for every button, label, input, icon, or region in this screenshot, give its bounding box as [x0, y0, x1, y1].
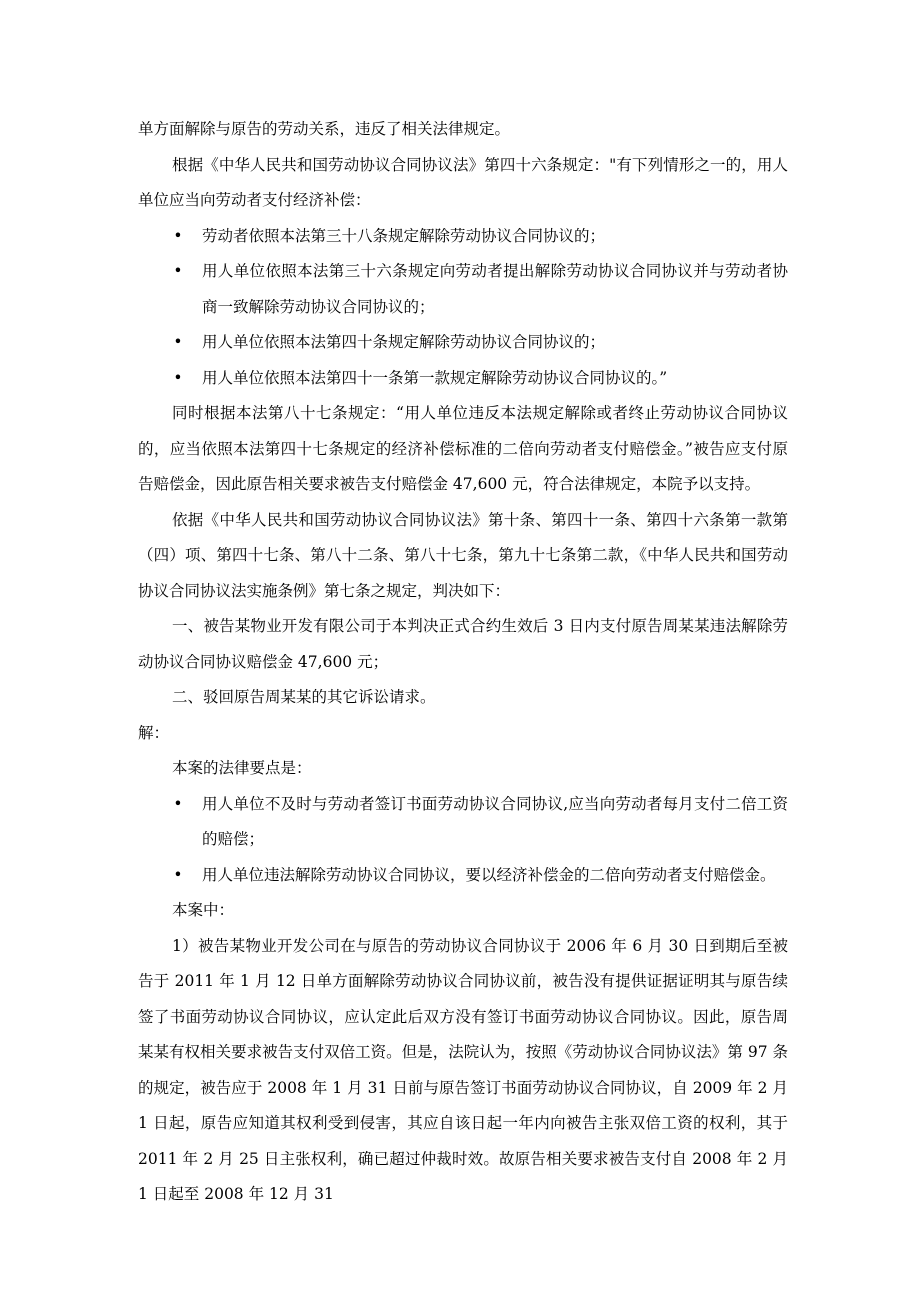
bullet-icon: • [173, 368, 183, 387]
bullet-icon: • [173, 794, 183, 813]
bullet-icon: • [173, 865, 183, 884]
section-label-jie: 解： [138, 723, 170, 742]
bullet-icon: • [173, 226, 183, 245]
bullet-icon: • [173, 333, 183, 351]
paragraph-article-46: 根据《中华人民共和国劳动协议合同协议法》第四十六条规定："有下列情形之一的，用人单位应当向劳动者支付经济补偿： [138, 155, 788, 209]
paragraph-case-analysis: 1）被告某物业开发公司在与原告的劳动协议合同协议于 2006 年 6 月 30 日到期后至被告于 2011 年 1 月 12 日单方面解除劳动协议合同协议前，被告没有提供证据证明其与原告续签了书面劳动协议合同协议，应认定此后双方没有签订书面劳动协议合同协议。因此，原告周某某有权相关要求被告支付双倍工资。但是，法院认为，按照《劳动协议合同协议法》第 97 条的规定，被告应于 2008 年 1 月 31 日前与原告签订书面劳动协议合同协议，自 2009 年 2 月 1 日起，原告应知道其权利受到侵害，其应自该日起一年内向被告主张双倍工资的权利，其于 2011 年 2 月 25 日主张权利，确已超过仲裁时效。故原告相关要求被告支付自 2008 年 2 月 1 日起至 2008 年 12 月 31 [138, 936, 788, 1203]
bullet-list-compensation [138, 219, 788, 397]
paragraph-judgment-2: 二、驳回原告周某某的其它诉讼请求。 [172, 688, 436, 706]
paragraph-legal-basis: 依据《中华人民共和国劳动协议合同协议法》第十条、第四十一条、第四十六条第一款第（四）项、第四十七条、第八十二条、第八十七条，第九十七条第二款，《中华人民共和国劳动协议合同协议法实施条例》第七条之规定，判决如下： [138, 510, 788, 600]
list-item-text: 用人单位违法解除劳动协议合同协议，要以经济补偿金的二倍向劳动者支付赔偿金。 [202, 865, 776, 884]
list-item-text: 劳动者依照本法第三十八条规定解除劳动协议合同协议的； [202, 226, 606, 245]
paragraph-article-87: 同时根据本法第八十七条规定：“用人单位违反本法规定解除或者终止劳动协议合同协议的，应当依照本法第四十七条规定的经济补偿标准的二倍向劳动者支付赔偿金。”被告应支付原告赔偿金，因此原告相关要求被告支付赔偿金 47,600 元，符合法律规定，本院予以支持。 [138, 404, 788, 493]
list-item [138, 858, 788, 894]
list-item-text: 用人单位依照本法第四十条规定解除劳动协议合同协议的； [202, 333, 606, 351]
case-intro: 本案中： [172, 901, 235, 919]
bullet-list-legal-points [138, 787, 788, 894]
document-body [138, 112, 788, 1213]
legal-points-intro: 本案的法律要点是： [172, 759, 312, 777]
bullet-icon: • [173, 262, 183, 280]
list-item-text: 用人单位依照本法第四十一条第一款规定解除劳动协议合同协议的。” [202, 368, 668, 387]
list-item [138, 219, 788, 255]
list-item-text: 用人单位依照本法第三十六条规定向劳动者提出解除劳动协议合同协议并与劳动者协商一致解除劳动协议合同协议的； [202, 262, 788, 316]
list-item [138, 325, 788, 361]
list-item [138, 787, 788, 858]
paragraph-continuation: 单方面解除与原告的劳动关系，违反了相关法律规定。 [138, 120, 511, 138]
list-item [138, 254, 788, 325]
list-item [138, 361, 788, 397]
paragraph-judgment-1: 一、被告某物业开发有限公司于本判决正式合约生效后 3 日内支付原告周某某违法解除劳动协议合同协议赔偿金 47,600 元； [138, 617, 788, 671]
list-item-text: 用人单位不及时与劳动者签订书面劳动协议合同协议,应当向劳动者每月支付二倍工资的赔偿； [202, 794, 788, 848]
